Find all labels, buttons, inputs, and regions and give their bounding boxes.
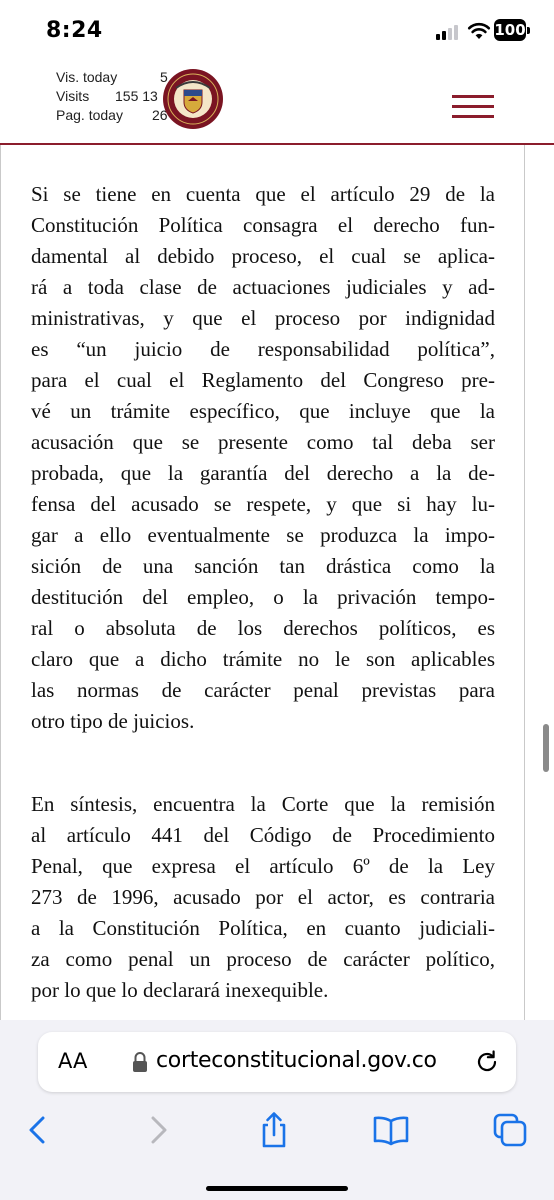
article-content bbox=[0, 145, 554, 1020]
tabs-icon[interactable] bbox=[490, 1110, 530, 1150]
battery-level: 100 bbox=[494, 21, 526, 39]
book-icon[interactable] bbox=[371, 1110, 411, 1150]
text-line: 273 de 1996, acusado por el actor, es contraria bbox=[31, 885, 495, 909]
home-indicator bbox=[206, 1186, 348, 1191]
lock-icon bbox=[131, 1051, 149, 1073]
text-line: destitución del empleo, o la privación tempo- bbox=[31, 585, 495, 609]
text-line: gar a ello eventualmente se produzca la impo- bbox=[31, 523, 495, 547]
counter-row bbox=[56, 87, 158, 106]
text-line: sición de una sanción tan drástica como la bbox=[31, 554, 495, 578]
text-line: probada, que la garantía del derecho a la de- bbox=[31, 461, 495, 485]
text-line: En síntesis, encuentra la Corte que la remisión bbox=[31, 792, 495, 816]
wifi-icon bbox=[467, 20, 491, 40]
text-line: fensa del acusado se respete, y que si hay lu- bbox=[31, 492, 495, 516]
text-line: Constitución Política consagra el derecho fun- bbox=[31, 213, 495, 237]
text-line: Si se tiene en cuenta que el artículo 29 de la bbox=[31, 182, 495, 206]
text-line: es “un juicio de responsabilidad política”, bbox=[31, 337, 495, 361]
paragraph-2 bbox=[31, 789, 495, 1006]
text-line: ral o absoluta de los derechos políticos, es bbox=[31, 616, 495, 640]
counter-label: Pag. today bbox=[56, 107, 123, 123]
text-line: acusación que se presente como tal deba ser bbox=[31, 430, 495, 454]
cellular-signal-icon bbox=[436, 24, 462, 40]
text-line: a la Constitución Política, en cuanto judiciali- bbox=[31, 916, 495, 940]
counter-row bbox=[56, 68, 168, 87]
browser-bottom-bar bbox=[0, 1020, 554, 1200]
share-icon[interactable] bbox=[254, 1110, 294, 1150]
counter-value: 155 13 bbox=[115, 88, 158, 104]
scrollbar-thumb[interactable] bbox=[543, 724, 549, 772]
text-line: Penal, que expresa el artículo 6º de la Ley bbox=[31, 854, 495, 878]
text-line: claro que a dicho trámite no le son aplicables bbox=[31, 647, 495, 671]
chevron-right-icon[interactable] bbox=[138, 1110, 178, 1150]
status-time: 8:24 bbox=[46, 18, 103, 43]
reload-icon[interactable] bbox=[474, 1049, 500, 1075]
visit-counter bbox=[56, 68, 168, 125]
counter-label: Visits bbox=[56, 88, 90, 104]
text-line: las normas de carácter penal previstas para bbox=[31, 678, 495, 702]
text-line: por lo que lo declarará inexequible. bbox=[31, 978, 329, 1002]
text-size-button[interactable] bbox=[58, 1049, 87, 1073]
hamburger-menu-icon[interactable] bbox=[452, 95, 494, 119]
text-line: damental al debido proceso, el cual se aplica- bbox=[31, 244, 495, 268]
text-line: otro tipo de juicios. bbox=[31, 709, 195, 733]
counter-row bbox=[56, 106, 168, 125]
text-line: za como penal un proceso de carácter político, bbox=[31, 947, 495, 971]
page-border-right bbox=[524, 145, 525, 1020]
text-line: ministrativas, y que el proceso por indignidad bbox=[31, 306, 495, 330]
browser-toolbar bbox=[0, 1100, 554, 1160]
counter-label: Vis. today bbox=[56, 69, 118, 85]
text-line: rá a toda clase de actuaciones judiciales y ad- bbox=[31, 275, 495, 299]
battery-icon bbox=[494, 19, 530, 41]
paragraph-1 bbox=[31, 179, 495, 737]
url-text[interactable]: corteconstitucional.gov.co bbox=[156, 1048, 437, 1073]
status-bar bbox=[0, 0, 554, 62]
address-bar[interactable] bbox=[38, 1032, 516, 1092]
counter-value: 5 bbox=[160, 69, 168, 85]
text-line: vé un trámite específico, que incluye que la bbox=[31, 399, 495, 423]
text-line: para el cual el Reglamento del Congreso pre- bbox=[31, 368, 495, 392]
court-seal-logo[interactable] bbox=[162, 68, 224, 130]
site-header bbox=[0, 62, 554, 144]
counter-value: 26 bbox=[152, 107, 168, 123]
text-line: al artículo 441 del Código de Procedimiento bbox=[31, 823, 495, 847]
page-border-left bbox=[0, 145, 1, 1020]
text-size-label: AA bbox=[58, 1049, 88, 1073]
chevron-left-icon[interactable] bbox=[18, 1110, 58, 1150]
